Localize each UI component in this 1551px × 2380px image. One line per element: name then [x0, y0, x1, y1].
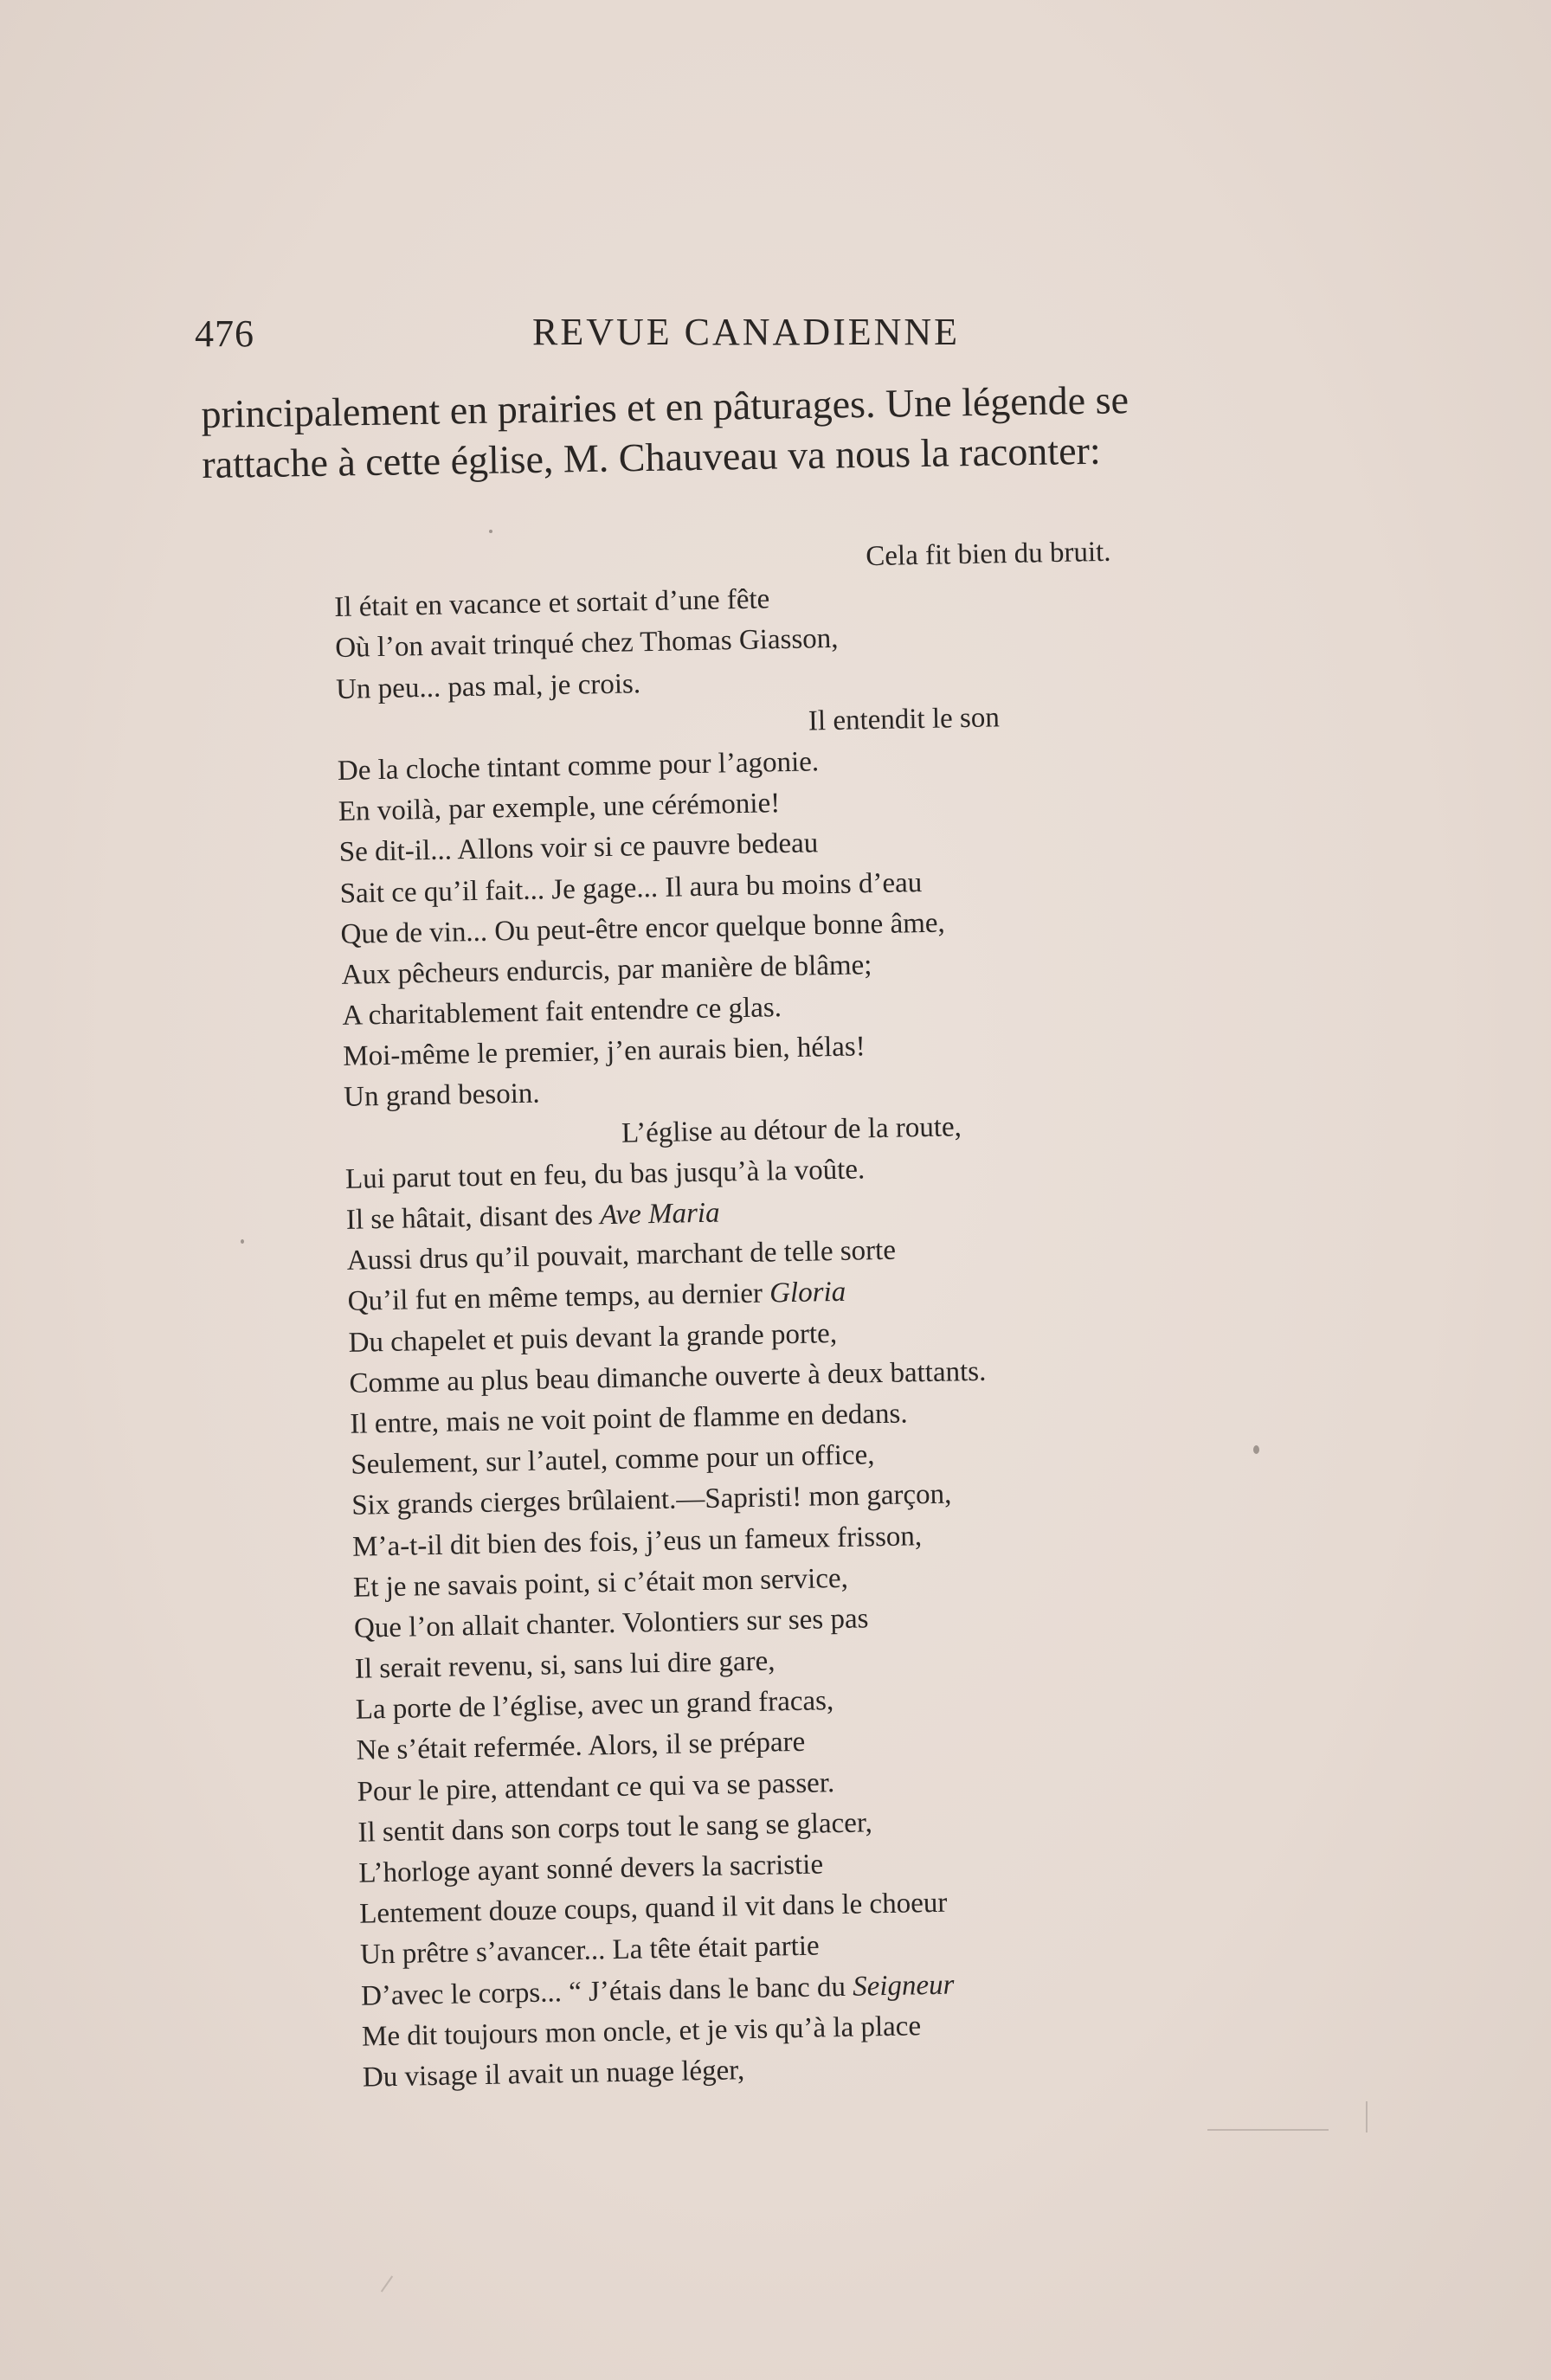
poem-line: La porte de l’église, avec un grand fracas, — [355, 1685, 834, 1726]
poem-line: Un prêtre s’avancer... La tête était partie — [359, 1930, 820, 1972]
page-header — [195, 312, 1017, 363]
poem-line: Six grands cierges brûlaient.—Sapristi! mon garçon, — [351, 1478, 952, 1522]
poem-line: Lentement douze coups, quand il vit dans le choeur — [358, 1887, 948, 1930]
poem-line: De la cloche tintant comme pour l’agonie. — [337, 746, 820, 787]
poem-line: Il sentit dans son corps tout le sang se glacer, — [357, 1807, 873, 1849]
intro-paragraph — [201, 371, 1354, 490]
poem-line: Et je ne savais point, si c’était mon service, — [352, 1562, 849, 1604]
poem-line: Aussi drus qu’il pouvait, marchant de telle sorte — [346, 1234, 897, 1277]
poem-line: Cela fit bien du bruit. — [865, 536, 1111, 573]
paper-speck — [1253, 1445, 1259, 1454]
poem-italic: Seigneur — [852, 1969, 955, 2003]
poem-line: L’horloge ayant sonné devers la sacristie — [358, 1849, 824, 1889]
intro-line: rattache à cette église, M. Chauveau va nous la raconter: — [201, 428, 1102, 486]
poem-line: Comme au plus beau dimanche ouverte à deux battants. — [349, 1355, 987, 1399]
poem-text: Il se hâtait, disant des — [345, 1200, 601, 1236]
poem-line: Seulement, sur l’autel, comme pour un office, — [351, 1439, 875, 1481]
poem-line: Sait ce qu’il fait... Je gage... Il aura bu moins d’eau — [339, 866, 923, 910]
poem-line: Que de vin... Ou peut-être encor quelque bonne âme, — [340, 907, 946, 950]
paper-smudge — [1207, 2129, 1329, 2131]
poem-line: Se dit-il... Allons voir si ce pauvre bedeau — [338, 827, 819, 869]
poem-line: Il entre, mais ne voit point de flamme en dedans. — [350, 1398, 908, 1440]
poem-line: Du visage il avait un nuage léger, — [362, 2055, 745, 2094]
poem-line: Un grand besoin. — [343, 1077, 540, 1114]
poem — [333, 529, 1315, 2099]
poem-line: Il serait revenu, si, sans lui dire gare, — [354, 1645, 776, 1685]
poem-text: D’avec le corps... “ J’étais dans le banc du — [360, 1971, 853, 2012]
poem-italic: Gloria — [769, 1277, 846, 1309]
poem-line: Me dit toujours mon oncle, et je vis qu’à la place — [361, 2010, 922, 2053]
running-head: REVUE CANADIENNE — [532, 311, 961, 353]
poem-line: M’a-t-il dit bien des fois, j’eus un fameux frisson, — [351, 1520, 923, 1563]
page-number: 476 — [195, 312, 254, 355]
paper-speck — [241, 1239, 244, 1244]
poem-line: Pour le pire, attendant ce qui va se passer. — [357, 1766, 835, 1808]
poem-italic: Ave Maria — [599, 1197, 720, 1232]
paper-speck — [489, 530, 492, 533]
poem-line: L’église au détour de la route, — [621, 1110, 962, 1149]
poem-line: Il était en vacance et sortait d’une fête — [334, 583, 770, 624]
poem-line: A charitablement fait entendre ce glas. — [342, 992, 782, 1032]
paper-smudge — [381, 2275, 393, 2292]
paper-smudge — [1366, 2101, 1368, 2132]
poem-line: Où l’on avait trinqué chez Thomas Giasson, — [334, 623, 839, 665]
poem-line: Il entendit le son — [808, 702, 1001, 737]
poem-text: Qu’il fut en même temps, au dernier — [347, 1277, 770, 1318]
poem-line: Ne s’était refermée. Alors, il se prépare — [356, 1727, 806, 1767]
intro-line: principalement en prairies et en pâturages. Une légende se — [201, 377, 1129, 436]
poem-line: Un peu... pas mal, je crois. — [335, 667, 641, 705]
poem-line: Que l’on allait chanter. Volontiers sur ses pas — [353, 1603, 869, 1644]
poem-line: En voilà, par exemple, une cérémonie! — [338, 788, 781, 828]
poem-line: Lui parut tout en feu, du bas jusqu’à la voûte. — [344, 1154, 866, 1195]
poem-line: Aux pêcheurs endurcis, par manière de blâme; — [341, 949, 872, 991]
poem-line: Moi-même le premier, j’en aurais bien, hélas! — [342, 1031, 866, 1073]
poem-line: Du chapelet et puis devant la grande porte, — [348, 1317, 838, 1359]
